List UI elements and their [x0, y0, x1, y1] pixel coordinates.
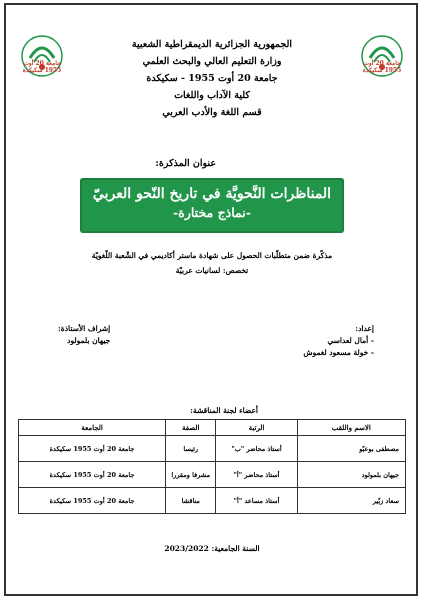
- member-rank: أستاذ محاضر "ب": [216, 436, 297, 462]
- preparation-label: إعداد:: [355, 324, 374, 333]
- member-name: مصطفى بوعبّو: [297, 436, 405, 462]
- memo-subtitle: -نماذج مختارة-: [173, 205, 251, 220]
- academic-year: السنة الجامعية: 2023/2022: [164, 544, 260, 553]
- member-role: رئيسا: [166, 436, 216, 462]
- member-name: جيهان بلمولود: [297, 462, 405, 488]
- supervision-block: [58, 323, 110, 347]
- committee-table: [18, 419, 406, 514]
- supervisor-name: جيهان بلمولود: [67, 336, 111, 345]
- member-rank: أستاذ محاضر "أ": [216, 462, 297, 488]
- member-university: جامعة 20 أوت 1955 سكيكدة: [19, 436, 166, 462]
- table-header-row: [19, 420, 406, 436]
- department-name: قسم اللغة والأدب العربي: [162, 107, 262, 118]
- university-logo-left: [20, 34, 64, 78]
- republic-name: الجمهورية الجزائرية الديمقراطية الشعبية: [131, 39, 293, 50]
- committee-label: أعضاء لجنة المناقشة:: [190, 406, 258, 415]
- column-header: الرتبة: [216, 420, 297, 436]
- logo-caption: جامعة 20 أوت 1955 سكيكدة: [362, 60, 402, 74]
- supervision-label: إشراف الأستاذة:: [58, 324, 111, 333]
- specialty: تخصص: لسانيات عربيّة: [175, 266, 249, 275]
- logo-caption: جامعة 20 أوت 1955 سكيكدة: [22, 60, 62, 74]
- member-rank: أستاذ مساعد "أ": [216, 488, 297, 514]
- member-name: سعاد زبّير: [297, 488, 405, 514]
- column-header: الصفة: [166, 420, 216, 436]
- member-role: مشرفا ومقررا: [166, 462, 216, 488]
- preparation-block: [303, 323, 374, 359]
- memo-description: مذكّرة ضمن متطلّبات الحصول على شهادة ماستر أكاديمي في الشّعبة اللّغويّة: [91, 251, 333, 260]
- table-row: [19, 436, 406, 462]
- student-name: - خولة مسعود لغموش: [303, 348, 374, 357]
- column-header: الجامعة: [19, 420, 166, 436]
- university-name: جامعة 20 أوت 1955 - سكيكدة: [146, 73, 278, 84]
- title-box: [80, 178, 344, 233]
- faculty-name: كلية الآداب واللغات: [174, 90, 250, 101]
- memo-title: المناظرات النَّحويَّة في تاريخ النّحو العربيّ: [92, 186, 332, 202]
- column-header: الاسم واللقب: [297, 420, 405, 436]
- table-row: [19, 488, 406, 514]
- member-university: جامعة 20 أوت 1955 سكيكدة: [19, 488, 166, 514]
- institution-header: [80, 36, 344, 121]
- university-logo-right: [360, 34, 404, 78]
- student-name: - أمال لعداسي: [327, 336, 374, 345]
- ministry-name: وزارة التعليم العالي والبحث العلمي: [142, 56, 282, 67]
- table-row: [19, 462, 406, 488]
- member-university: جامعة 20 أوت 1955 سكيكدة: [19, 462, 166, 488]
- member-role: مناقشا: [166, 488, 216, 514]
- memo-title-label: عنوان المذكرة:: [155, 158, 216, 169]
